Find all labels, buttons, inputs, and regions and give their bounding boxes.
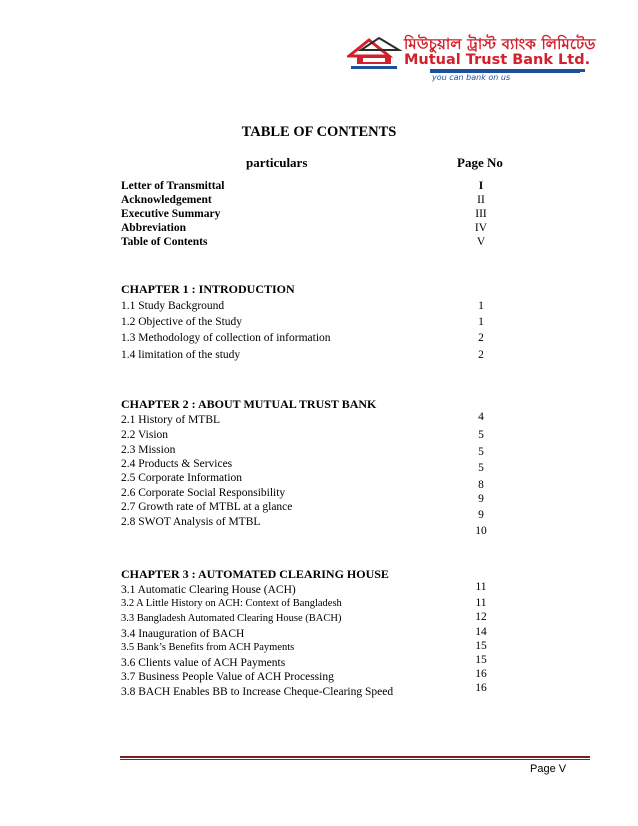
toc-row-page: 4: [478, 411, 484, 423]
bank-tagline: you can bank on us: [432, 73, 511, 82]
toc-row-page: 16: [475, 668, 487, 680]
toc-row-page: 1: [478, 300, 484, 312]
toc-row-label: 3.8 BACH Enables BB to Increase Cheque-Clearing Speed: [121, 686, 394, 698]
toc-row-page: 9: [478, 509, 484, 521]
toc-row-label: 3.3 Bangladesh Automated Clearing House (BACH): [121, 613, 342, 624]
toc-row: [121, 413, 541, 427]
toc-row-page: 12: [475, 611, 487, 623]
toc-row-page: 5: [478, 462, 484, 474]
toc-row-page: 8: [478, 479, 484, 491]
toc-row-page: 1: [478, 316, 484, 328]
chapter-heading: CHAPTER 2 : ABOUT MUTUAL TRUST BANK: [121, 397, 377, 411]
toc-row-label: Abbreviation: [121, 222, 186, 234]
toc-row-label: 2.6 Corporate Social Responsibility: [121, 487, 286, 499]
toc-row: [121, 486, 541, 505]
column-header-particulars: particulars: [246, 155, 308, 170]
bank-name-bengali: মিউচুয়াল ট্রাস্ট ব্যাংক লিমিটেড: [404, 35, 596, 53]
chapter-heading: CHAPTER 3 : AUTOMATED CLEARING HOUSE: [121, 567, 389, 581]
toc-row-page: II: [477, 194, 485, 206]
toc-row: [121, 471, 541, 491]
footer-rule-thin: [120, 759, 590, 760]
toc-row: [121, 221, 541, 235]
toc-row-label: 2.8 SWOT Analysis of MTBL: [121, 516, 261, 528]
toc-row-label: 2.7 Growth rate of MTBL at a glance: [121, 501, 293, 513]
toc-row: [121, 443, 541, 457]
column-header-page-no: Page No: [457, 155, 503, 170]
toc-row: [121, 612, 541, 626]
toc-row-label: Letter of Transmittal: [121, 180, 225, 192]
toc-row: [121, 597, 541, 611]
toc-row: [121, 299, 541, 313]
toc-row-label: Table of Contents: [121, 236, 208, 248]
toc-row-page: 5: [478, 446, 484, 458]
toc-row-label: 3.1 Automatic Clearing House (ACH): [121, 584, 296, 596]
toc-row-label: 3.5 Bank’s Benefits from ACH Payments: [121, 642, 295, 653]
footer-rule: [120, 756, 590, 758]
bank-logo-icon: [347, 36, 403, 70]
toc-row-page: 5: [478, 429, 484, 441]
toc-row: [121, 331, 541, 345]
toc-row-page: 11: [475, 597, 487, 609]
toc-row: [121, 682, 541, 699]
toc-row-label: 3.4 Inauguration of BACH: [121, 628, 245, 640]
toc-row-page: V: [476, 236, 486, 248]
toc-row-page: IV: [474, 222, 488, 234]
toc-row: [121, 348, 541, 362]
toc-row-page: I: [478, 180, 484, 192]
toc-row: [121, 583, 541, 597]
toc-row-label: 2.3 Mission: [121, 444, 176, 456]
toc-row: [121, 315, 541, 329]
toc-row-label: 1.2 Objective of the Study: [121, 316, 243, 328]
toc-row: [121, 500, 541, 521]
toc-row-label: Executive Summary: [121, 208, 221, 220]
toc-row-page: 2: [478, 332, 484, 344]
toc-row: [121, 515, 541, 537]
toc-row-label: 2.1 History of MTBL: [121, 414, 221, 426]
toc-row-label: 2.4 Products & Services: [121, 458, 233, 470]
toc-row-label: 1.3 Methodology of collection of information: [121, 332, 331, 344]
toc-row: [121, 179, 541, 193]
toc-row-label: 2.2 Vision: [121, 429, 169, 441]
page-title: TABLE OF CONTENTS: [241, 124, 397, 140]
toc-row: [121, 193, 541, 207]
toc-row: [121, 428, 541, 442]
toc-row: [121, 235, 541, 249]
toc-row-page: 15: [475, 640, 487, 652]
toc-row-page: III: [475, 208, 487, 220]
toc-row-page: 9: [478, 493, 484, 505]
toc-row-label: 2.5 Corporate Information: [121, 472, 243, 484]
toc-row-page: 15: [475, 654, 487, 666]
toc-row-page: 10: [475, 525, 487, 537]
toc-row: [121, 457, 541, 474]
toc-row-page: 2: [478, 349, 484, 361]
bank-name-english: Mutual Trust Bank Ltd.: [404, 52, 591, 68]
toc-row: [121, 207, 541, 221]
toc-row-label: 3.2 A Little History on ACH: Context of Bangladesh: [121, 598, 342, 609]
toc-row-label: 1.4 limitation of the study: [121, 349, 241, 361]
toc-row-label: 3.7 Business People Value of ACH Processing: [121, 671, 334, 683]
toc-row-page: 14: [475, 626, 487, 638]
toc-row-label: 1.1 Study Background: [121, 300, 225, 312]
toc-row-label: Acknowledgement: [121, 194, 212, 206]
toc-row-page: 16: [475, 682, 487, 694]
page-number: Page V: [530, 763, 567, 775]
toc-row-page: 11: [475, 581, 487, 593]
bank-tagline-box: [430, 72, 580, 84]
toc-row-label: 3.6 Clients value of ACH Payments: [121, 657, 286, 669]
chapter-heading: CHAPTER 1 : INTRODUCTION: [121, 282, 295, 296]
